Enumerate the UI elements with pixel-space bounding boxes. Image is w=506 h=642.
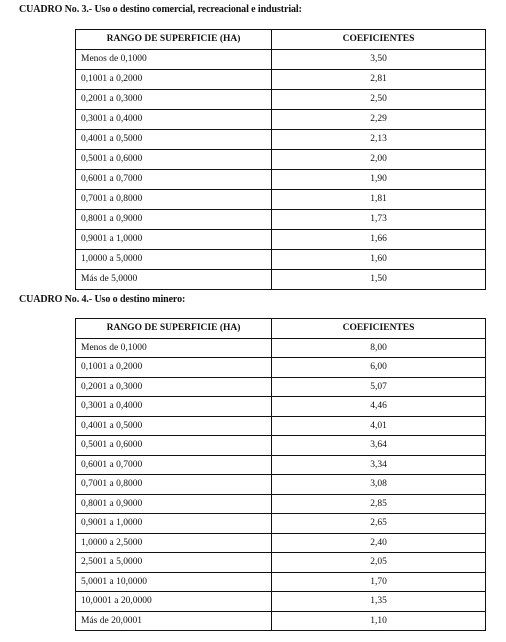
coefficient-cell: 3,50 (272, 50, 486, 70)
coefficient-cell: 2,29 (272, 110, 486, 130)
range-cell: 0,6001 a 0,7000 (76, 455, 272, 475)
coefficient-cell: 1,66 (272, 230, 486, 250)
coefficient-cell: 4,46 (272, 397, 486, 417)
range-cell: Menos de 0,1000 (76, 50, 272, 70)
range-cell: 0,9001 a 1,0000 (76, 230, 272, 250)
coefficient-cell: 3,08 (272, 475, 486, 495)
cuadro-3-title: CUADRO No. 3.- Uso o destino comercial, recreacional e industrial: (19, 4, 302, 15)
table-row (76, 338, 486, 358)
table-row (76, 358, 486, 378)
coefficient-cell: 1,60 (272, 250, 486, 270)
coefficient-cell: 2,81 (272, 70, 486, 90)
table-row (76, 553, 486, 573)
coefficient-cell: 2,50 (272, 90, 486, 110)
coefficient-cell: 1,50 (272, 270, 486, 290)
coefficient-cell: 8,00 (272, 338, 486, 358)
coefficient-cell: 6,00 (272, 358, 486, 378)
table-row (76, 455, 486, 475)
cuadro-4-body (76, 338, 486, 631)
table-row (76, 611, 486, 631)
header-coeficientes: COEFICIENTES (272, 30, 486, 50)
table-row (76, 70, 486, 90)
table-header-row (76, 319, 486, 339)
table-row (76, 50, 486, 70)
range-cell: 0,2001 a 0,3000 (76, 90, 272, 110)
table-row (76, 377, 486, 397)
table-row (76, 210, 486, 230)
table-row (76, 190, 486, 210)
table-row (76, 592, 486, 612)
range-cell: 0,8001 a 0,9000 (76, 210, 272, 230)
table-row (76, 250, 486, 270)
coefficient-cell: 2,65 (272, 514, 486, 534)
coefficient-cell: 1,10 (272, 611, 486, 631)
table-row (76, 533, 486, 553)
table-row (76, 475, 486, 495)
range-cell: 5,0001 a 10,0000 (76, 572, 272, 592)
header-coeficientes: COEFICIENTES (272, 319, 486, 339)
range-cell: 0,5001 a 0,6000 (76, 436, 272, 456)
table-row (76, 514, 486, 534)
table-row (76, 436, 486, 456)
coefficient-cell: 2,00 (272, 150, 486, 170)
range-cell: 1,0000 a 2,5000 (76, 533, 272, 553)
range-cell: 0,7001 a 0,8000 (76, 190, 272, 210)
range-cell: 0,7001 a 0,8000 (76, 475, 272, 495)
table-row (76, 416, 486, 436)
header-rango: RANGO DE SUPERFICIE (HA) (76, 30, 272, 50)
range-cell: 0,4001 a 0,5000 (76, 130, 272, 150)
coefficient-cell: 2,40 (272, 533, 486, 553)
range-cell: 0,8001 a 0,9000 (76, 494, 272, 514)
coefficient-cell: 3,34 (272, 455, 486, 475)
coefficient-cell: 1,73 (272, 210, 486, 230)
range-cell: 0,1001 a 0,2000 (76, 358, 272, 378)
cuadro-3-table (75, 29, 486, 290)
range-cell: 0,6001 a 0,7000 (76, 170, 272, 190)
table-row (76, 150, 486, 170)
coefficient-cell: 2,05 (272, 553, 486, 573)
range-cell: 0,2001 a 0,3000 (76, 377, 272, 397)
table-row (76, 572, 486, 592)
cuadro-4-table (75, 318, 486, 631)
coefficient-cell: 2,85 (272, 494, 486, 514)
range-cell: 0,3001 a 0,4000 (76, 397, 272, 417)
coefficient-cell: 1,90 (272, 170, 486, 190)
range-cell: Más de 20,0001 (76, 611, 272, 631)
range-cell: Menos de 0,1000 (76, 338, 272, 358)
table-row (76, 110, 486, 130)
coefficient-cell: 2,13 (272, 130, 486, 150)
range-cell: 1,0000 a 5,0000 (76, 250, 272, 270)
range-cell: 2,5001 a 5,0000 (76, 553, 272, 573)
coefficient-cell: 1,81 (272, 190, 486, 210)
table-row (76, 230, 486, 250)
range-cell: 0,9001 a 1,0000 (76, 514, 272, 534)
table-row (76, 130, 486, 150)
cuadro-4-title: CUADRO No. 4.- Uso o destino minero: (19, 294, 186, 305)
coefficient-cell: 4,01 (272, 416, 486, 436)
header-rango: RANGO DE SUPERFICIE (HA) (76, 319, 272, 339)
coefficient-cell: 5,07 (272, 377, 486, 397)
table-row (76, 90, 486, 110)
table-row (76, 170, 486, 190)
coefficient-cell: 3,64 (272, 436, 486, 456)
table-row (76, 270, 486, 290)
range-cell: 0,1001 a 0,2000 (76, 70, 272, 90)
table-header-row (76, 30, 486, 50)
coefficient-cell: 1,35 (272, 592, 486, 612)
table-row (76, 397, 486, 417)
range-cell: 10,0001 a 20,0000 (76, 592, 272, 612)
range-cell: 0,5001 a 0,6000 (76, 150, 272, 170)
table-row (76, 494, 486, 514)
range-cell: 0,4001 a 0,5000 (76, 416, 272, 436)
coefficient-cell: 1,70 (272, 572, 486, 592)
range-cell: Más de 5,0000 (76, 270, 272, 290)
range-cell: 0,3001 a 0,4000 (76, 110, 272, 130)
cuadro-3-body (76, 50, 486, 290)
